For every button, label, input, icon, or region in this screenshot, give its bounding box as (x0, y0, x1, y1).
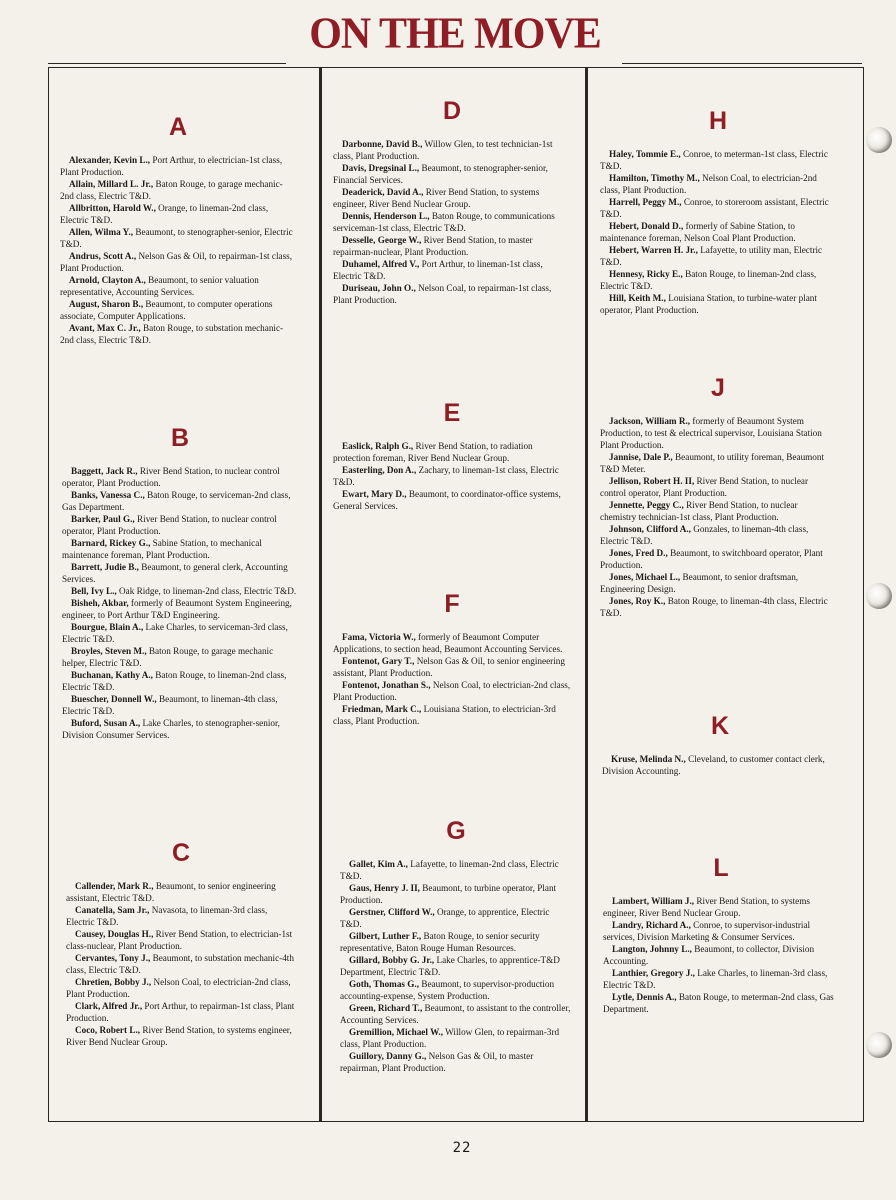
section-letter: H (708, 107, 728, 135)
section-e (333, 398, 571, 512)
section-letter: G (446, 817, 466, 845)
move-detail: Baton Rouge, to serviceman-2nd class, Gas Department. (62, 490, 291, 512)
move-detail: Beaumont, to senior engineering assistant, Electric T&D. (66, 881, 276, 903)
header-rule-left (48, 63, 286, 64)
employee-name: Harrell, Peggy M., (609, 197, 682, 207)
move-detail: Willow Glen, to test technician-1st class, Plant Production. (333, 139, 553, 161)
employee-name: Allen, Wilma Y., (69, 227, 134, 237)
personnel-entry (340, 882, 572, 906)
move-detail: Nelson Coal, to repairman-1st class, Plant Production. (333, 283, 552, 305)
employee-name: Friedman, Mark C., (342, 704, 422, 714)
personnel-entry (340, 1050, 572, 1074)
employee-name: Canatella, Sam Jr., (75, 905, 150, 915)
employee-name: Johnson, Clifford A., (609, 524, 691, 534)
move-detail: Baton Rouge, to garage mechanic-2nd class, Electric T&D. (60, 179, 283, 201)
employee-name: Dennis, Henderson L., (342, 211, 430, 221)
personnel-entry (333, 282, 571, 306)
personnel-entry (66, 880, 296, 904)
employee-name: Coco, Robert L., (75, 1025, 141, 1035)
employee-name: Chretien, Bobby J., (75, 977, 152, 987)
employee-name: Green, Richard T., (349, 1003, 423, 1013)
personnel-entry (66, 928, 296, 952)
employee-name: Buescher, Donnell W., (71, 694, 157, 704)
move-detail: Willow Glen, to repairman-3rd class, Plant Production. (340, 1027, 560, 1049)
move-detail: Port Arthur, to electrician-1st class, Plant Production. (60, 155, 283, 177)
personnel-entry (333, 138, 571, 162)
move-detail: Louisiana Station, to electrician-3rd class, Plant Production. (333, 704, 556, 726)
employee-name: Hill, Keith M., (609, 293, 666, 303)
employee-name: Lanthier, Gregory J., (612, 968, 695, 978)
employee-name: Hamilton, Timothy M., (609, 173, 700, 183)
employee-name: Arnold, Clayton A., (69, 275, 146, 285)
move-detail: River Bend Station, to systems engineer, River Bend Nuclear Group. (603, 896, 810, 918)
move-detail: Baton Rouge, to lineman-2nd class, Electric T&D. (62, 670, 287, 692)
personnel-entry (62, 717, 298, 741)
personnel-entry (333, 162, 571, 186)
personnel-entry (333, 703, 571, 727)
section-b (62, 423, 298, 741)
employee-name: Davis, Dregsinal L., (342, 163, 420, 173)
personnel-entry (340, 1002, 572, 1026)
move-detail: Baton Rouge, to substation mechanic-2nd class, Electric T&D. (60, 323, 284, 345)
employee-name: Gallet, Kim A., (349, 859, 408, 869)
section-letter: B (170, 424, 190, 452)
personnel-entry (340, 1026, 572, 1050)
personnel-entry (600, 220, 836, 244)
employee-name: Lytle, Dennis A., (612, 992, 677, 1002)
employee-name: Jones, Roy K., (609, 596, 666, 606)
binder-hole-bottom (866, 1032, 892, 1058)
move-detail: River Bend Station, to nuclear chemistry technician-1st class, Plant Production. (600, 500, 798, 522)
move-detail: River Bend Station, to nuclear control operator, Plant Production. (62, 514, 277, 536)
personnel-entry (66, 976, 296, 1000)
employee-name: Jennette, Peggy C., (609, 500, 684, 510)
personnel-entry (340, 978, 572, 1002)
section-letter: C (171, 839, 191, 867)
employee-name: Broyles, Steven M., (71, 646, 147, 656)
personnel-entry (600, 523, 836, 547)
move-detail: River Bend Station, to nuclear control operator, Plant Production. (62, 466, 280, 488)
employee-name: Jones, Michael L., (609, 572, 681, 582)
move-detail: Orange, to lineman-2nd class, Electric T&D. (60, 203, 269, 225)
employee-name: Jones, Fred D., (609, 548, 668, 558)
move-detail: Beaumont, to general clerk, Accounting Services. (62, 562, 288, 584)
personnel-entry (333, 631, 571, 655)
section-letter: F (444, 590, 460, 618)
employee-name: Clark, Alfred Jr., (75, 1001, 143, 1011)
personnel-entry (62, 489, 298, 513)
section-h (600, 106, 836, 316)
move-detail: Beaumont, to senior valuation representative, Accounting Services. (60, 275, 259, 297)
employee-name: Bisheh, Akbar, (71, 598, 129, 608)
personnel-entry (66, 952, 296, 976)
employee-name: Fontenot, Jonathan S., (342, 680, 431, 690)
personnel-entry (333, 234, 571, 258)
employee-name: Barker, Paul G., (71, 514, 135, 524)
employee-name: Barrett, Judie B., (71, 562, 139, 572)
move-detail: Conroe, to supervisor-industrial services, Division Marketing & Consumer Services. (603, 920, 811, 942)
page-title: ON THE MOVE (309, 9, 601, 59)
employee-name: Cervantes, Tony J., (75, 953, 151, 963)
personnel-entry (600, 571, 836, 595)
personnel-entry (333, 186, 571, 210)
binder-hole-middle (866, 583, 892, 609)
move-detail: Beaumont, to switchboard operator, Plant Production. (600, 548, 823, 570)
move-detail: Lake Charles, to serviceman-3rd class, Electric T&D. (62, 622, 288, 644)
move-detail: River Bend Station, to radiation protection foreman, River Bend Nuclear Group. (333, 441, 533, 463)
move-detail: Baton Rouge, to lineman-4th class, Electric T&D. (600, 596, 828, 618)
section-k (602, 711, 838, 777)
personnel-entry (66, 1000, 296, 1024)
employee-name: Hebert, Warren H. Jr., (609, 245, 698, 255)
employee-name: Haley, Tommie E., (609, 149, 681, 159)
personnel-entry (60, 202, 296, 226)
section-a (60, 112, 296, 346)
personnel-entry (60, 322, 296, 346)
employee-name: Andrus, Scott A., (69, 251, 137, 261)
personnel-entry (60, 178, 296, 202)
personnel-entry (333, 464, 571, 488)
employee-name: Avant, Max C. Jr., (69, 323, 141, 333)
employee-name: Jellison, Robert H. II, (609, 476, 695, 486)
employee-name: Desselle, George W., (342, 235, 422, 245)
personnel-entry (333, 655, 571, 679)
section-letter: D (442, 97, 462, 125)
personnel-entry (60, 250, 296, 274)
move-detail: Beaumont, to coordinator-office systems, General Services. (333, 489, 561, 511)
section-letter: A (168, 113, 188, 141)
move-detail: Baton Rouge, to senior security representative, Baton Rouge Human Resources. (340, 931, 540, 953)
personnel-entry (603, 919, 839, 943)
employee-name: Gerstner, Clifford W., (349, 907, 435, 917)
employee-name: Gaus, Henry J. II, (349, 883, 420, 893)
employee-name: Bell, Ivy L., (71, 586, 117, 596)
move-detail: Conroe, to storeroom assistant, Electric T&D. (600, 197, 829, 219)
employee-name: Ewart, Mary D., (342, 489, 407, 499)
move-detail: Baton Rouge, to meterman-2nd class, Gas Department. (603, 992, 834, 1014)
employee-name: Banks, Vanessa C., (71, 490, 145, 500)
move-detail: River Bend Station, to electrician-1st class-nuclear, Plant Production. (66, 929, 293, 951)
personnel-entry (600, 292, 836, 316)
move-detail: Navasota, to lineman-3rd class, Electric T&D. (66, 905, 268, 927)
employee-name: Goth, Thomas G., (349, 979, 420, 989)
employee-name: Duriseau, John O., (342, 283, 416, 293)
move-detail: Port Arthur, to lineman-1st class, Electric T&D. (333, 259, 543, 281)
personnel-entry (600, 148, 836, 172)
move-detail: Beaumont, to senior draftsman, Engineering Design. (600, 572, 799, 594)
personnel-entry (62, 669, 298, 693)
move-detail: Nelson Gas & Oil, to master repairman, Plant Production. (340, 1051, 534, 1073)
personnel-entry (333, 210, 571, 234)
move-detail: Nelson Coal, to electrician-2nd class, Plant Production. (600, 173, 817, 195)
personnel-entry (62, 693, 298, 717)
personnel-entry (600, 196, 836, 220)
move-detail: Baton Rouge, to communications serviceman-1st class, Electric T&D. (333, 211, 555, 233)
personnel-entry (340, 858, 572, 882)
section-j (600, 373, 836, 619)
employee-name: Allbritton, Harold W., (69, 203, 156, 213)
employee-name: Langton, Johnny L., (612, 944, 692, 954)
section-f (333, 589, 571, 727)
employee-name: Landry, Richard A., (612, 920, 691, 930)
move-detail: Beaumont, to stenographer-senior, Electric T&D. (60, 227, 293, 249)
move-detail: Beaumont, to collector, Division Accounting. (603, 944, 815, 966)
move-detail: Lake Charles, to lineman-3rd class, Electric T&D. (603, 968, 828, 990)
move-detail: Beaumont, to supervisor-production accounting-expense, System Production. (340, 979, 555, 1001)
employee-name: Allain, Millard L. Jr., (69, 179, 154, 189)
personnel-entry (66, 904, 296, 928)
personnel-entry (66, 1024, 296, 1048)
move-detail: Conroe, to meterman-1st class, Electric T&D. (600, 149, 828, 171)
move-detail: Oak Ridge, to lineman-2nd class, Electric T&D. (116, 586, 297, 596)
section-g (340, 816, 572, 1074)
section-l (603, 853, 839, 1015)
employee-name: Guillory, Danny G., (349, 1051, 427, 1061)
personnel-entry (340, 930, 572, 954)
personnel-entry (340, 954, 572, 978)
personnel-entry (600, 244, 836, 268)
move-detail: Louisiana Station, to turbine-water plant operator, Plant Production. (600, 293, 817, 315)
move-detail: Beaumont, to lineman-4th class, Electric T&D. (62, 694, 278, 716)
personnel-entry (602, 753, 838, 777)
move-detail: formerly of Sabine Station, to maintenance foreman, Nelson Coal Plant Production. (600, 221, 796, 243)
header-rule-right (622, 63, 862, 64)
personnel-entry (60, 274, 296, 298)
move-detail: formerly of Beaumont Computer Applications, to section head, Beaumont Accounting Services. (333, 632, 563, 654)
personnel-entry (333, 440, 571, 464)
section-c (66, 838, 296, 1048)
move-detail: Baton Rouge, to garage mechanic helper, Electric T&D. (62, 646, 274, 668)
move-detail: Port Arthur, to repairman-1st class, Plant Production. (66, 1001, 295, 1023)
personnel-entry (60, 154, 296, 178)
employee-name: Callender, Mark R., (75, 881, 154, 891)
personnel-entry (603, 967, 839, 991)
personnel-entry (60, 298, 296, 322)
personnel-entry (600, 172, 836, 196)
employee-name: Hebert, Donald D., (609, 221, 684, 231)
employee-name: Bourgue, Blain A., (71, 622, 144, 632)
personnel-entry (600, 451, 836, 475)
employee-name: Duhamel, Alfred V., (342, 259, 420, 269)
move-detail: Lake Charles, to stenographer-senior, Division Consumer Services. (62, 718, 280, 740)
employee-name: Hennesy, Ricky E., (609, 269, 683, 279)
employee-name: Gilbert, Luther F., (349, 931, 422, 941)
move-detail: Orange, to apprentice, Electric T&D. (340, 907, 550, 929)
employee-name: Gremillion, Michael W., (349, 1027, 443, 1037)
section-letter: L (713, 854, 729, 882)
section-letter: J (711, 374, 725, 402)
personnel-entry (62, 513, 298, 537)
employee-name: August, Sharon B., (69, 299, 144, 309)
employee-name: Jackson, William R., (609, 416, 691, 426)
personnel-entry (62, 465, 298, 489)
personnel-entry (600, 595, 836, 619)
personnel-entry (600, 499, 836, 523)
move-detail: formerly of Beaumont System Production, to test & electrical supervisor, Louisiana Station Plant Production. (600, 416, 822, 450)
move-detail: Lafayette, to utility man, Electric T&D. (600, 245, 823, 267)
move-detail: Nelson Coal, to electrician-2nd class, Plant Production. (333, 680, 571, 702)
move-detail: Beaumont, to substation mechanic-4th class, Electric T&D. (66, 953, 294, 975)
personnel-entry (600, 415, 836, 451)
personnel-entry (603, 991, 839, 1015)
employee-name: Baggett, Jack R., (71, 466, 138, 476)
personnel-entry (62, 585, 298, 597)
move-detail: River Bend Station, to nuclear control operator, Plant Production. (600, 476, 809, 498)
section-letter: E (443, 399, 461, 427)
move-detail: Nelson Gas & Oil, to repairman-1st class, Plant Production. (60, 251, 293, 273)
employee-name: Fama, Victoria W., (342, 632, 416, 642)
personnel-entry (333, 258, 571, 282)
move-detail: Beaumont, to utility foreman, Beaumont T&D Meter. (600, 452, 825, 474)
section-d (333, 96, 571, 306)
move-detail: Beaumont, to computer operations associate, Computer Applications. (60, 299, 273, 321)
employee-name: Lambert, William J., (612, 896, 695, 906)
personnel-entry (62, 561, 298, 585)
move-detail: Lake Charles, to apprentice-T&D Department, Electric T&D. (340, 955, 560, 977)
personnel-entry (600, 547, 836, 571)
move-detail: Beaumont, to assistant to the controller, Accounting Services. (340, 1003, 571, 1025)
binder-hole-top (866, 127, 892, 153)
personnel-entry (333, 679, 571, 703)
move-detail: Sabine Station, to mechanical maintenance foreman, Plant Production. (62, 538, 262, 560)
personnel-entry (62, 645, 298, 669)
move-detail: Lafayette, to lineman-2nd class, Electric T&D. (340, 859, 559, 881)
employee-name: Gillard, Bobby G. Jr., (349, 955, 435, 965)
personnel-entry (62, 621, 298, 645)
personnel-entry (62, 537, 298, 561)
employee-name: Causey, Douglas H., (75, 929, 154, 939)
personnel-entry (600, 475, 836, 499)
personnel-entry (340, 906, 572, 930)
move-detail: Nelson Gas & Oil, to senior engineering assistant, Plant Production. (333, 656, 565, 678)
employee-name: Jannise, Dale P., (609, 452, 673, 462)
move-detail: Nelson Coal, to electrician-2nd class, Plant Production. (66, 977, 291, 999)
personnel-entry (333, 488, 571, 512)
employee-name: Darbonne, David B., (342, 139, 423, 149)
move-detail: formerly of Beaumont System Engineering, engineer, to Port Arthur T&D Engineering. (62, 598, 292, 620)
personnel-entry (603, 895, 839, 919)
employee-name: Easterling, Don A., (342, 465, 417, 475)
personnel-entry (603, 943, 839, 967)
employee-name: Fontenot, Gary T., (342, 656, 415, 666)
personnel-entry (600, 268, 836, 292)
move-detail: Gonzales, to lineman-4th class, Electric T&D. (600, 524, 809, 546)
move-detail: Baton Rouge, to lineman-2nd class, Electric T&D. (600, 269, 817, 291)
employee-name: Alexander, Kevin L., (69, 155, 151, 165)
move-detail: River Bend Station, to master repairman-nuclear, Plant Production. (333, 235, 533, 257)
section-letter: K (710, 712, 730, 740)
employee-name: Deaderick, David A., (342, 187, 424, 197)
move-detail: Beaumont, to turbine operator, Plant Production. (340, 883, 557, 905)
employee-name: Easlick, Ralph G., (342, 441, 414, 451)
employee-name: Buchanan, Kathy A., (71, 670, 153, 680)
move-detail: Zachary, to lineman-1st class, Electric T&D. (333, 465, 559, 487)
move-detail: Beaumont, to stenographer-senior, Financial Services. (333, 163, 548, 185)
employee-name: Kruse, Melinda N., (611, 754, 686, 764)
move-detail: River Bend Station, to systems engineer, River Bend Nuclear Group. (66, 1025, 292, 1047)
personnel-entry (60, 226, 296, 250)
personnel-entry (62, 597, 298, 621)
page-number: 22 (452, 1140, 472, 1156)
employee-name: Buford, Susan A., (71, 718, 141, 728)
move-detail: Cleveland, to customer contact clerk, Division Accounting. (602, 754, 825, 776)
employee-name: Barnard, Rickey G., (71, 538, 151, 548)
move-detail: River Bend Station, to systems engineer, River Bend Nuclear Group. (333, 187, 540, 209)
